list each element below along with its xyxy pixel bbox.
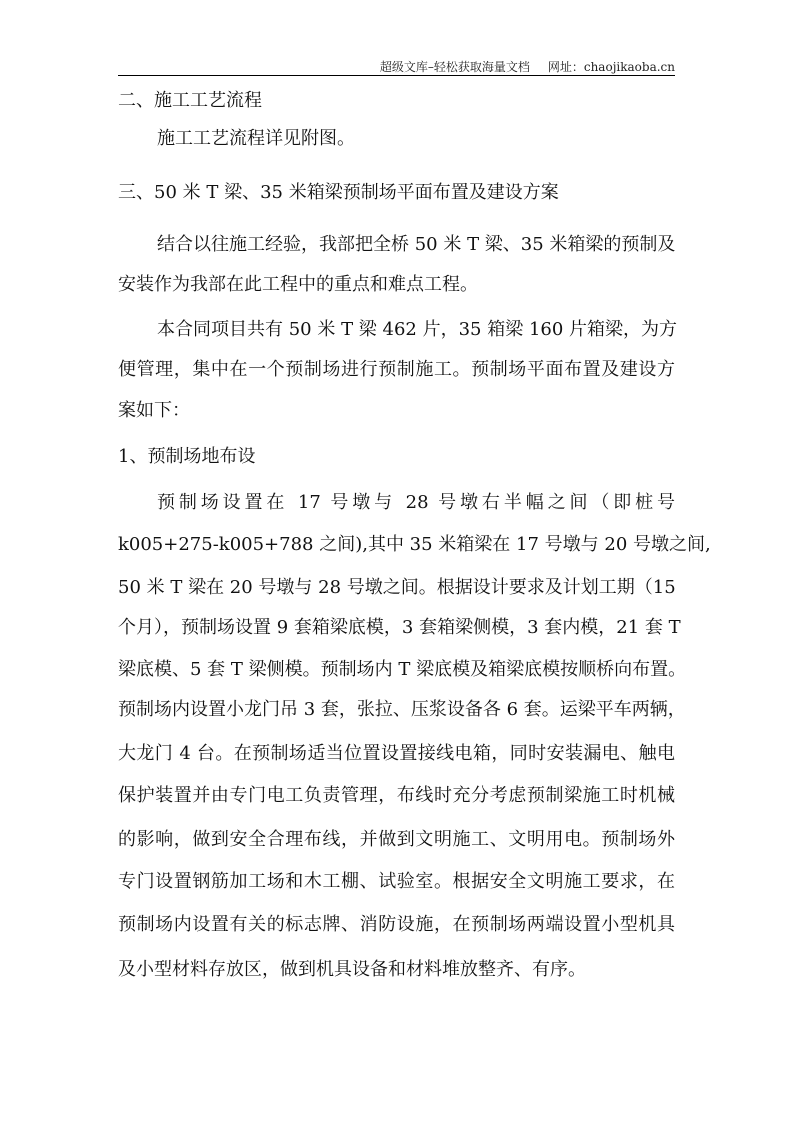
paragraph-line: 预制场设置在 17 号墩与 28 号墩右半幅之间（即桩号 (157, 492, 675, 513)
paragraph-line: 个月），预制场设置 9 套箱梁底模，3 套箱梁侧模，3 套内模，21 套 T (118, 617, 681, 638)
page-header (380, 58, 675, 75)
header-site-url: 网址：chaojikaoba.cn (547, 60, 675, 74)
paragraph-line: 的影响，做到安全合理布线，并做到文明施工、文明用电。预制场外 (118, 829, 675, 850)
paragraph-line: 大龙门 4 台。在预制场适当位置设置接线电箱，同时安装漏电、触电 (118, 743, 675, 764)
header-rule (118, 75, 675, 76)
section-heading: 三、50 米 T 梁、35 米箱梁预制场平面布置及建设方案 (118, 182, 559, 203)
paragraph-line: 便管理，集中在一个预制场进行预制施工。预制场平面布置及建设方 (118, 359, 675, 380)
paragraph-line: k005+275-k005+788 之间),其中 35 米箱梁在 17 号墩与 20 号墩之间, (118, 534, 711, 555)
paragraph-line: 结合以往施工经验，我部把全桥 50 米 T 梁、35 米箱梁的预制及 (157, 234, 676, 255)
paragraph-line: 预制场内设置小龙门吊 3 套，张拉、压浆设备各 6 套。运梁平车两辆， (118, 699, 686, 720)
paragraph-line: 50 米 T 梁在 20 号墩与 28 号墩之间。根据设计要求及计划工期（15 (118, 577, 676, 598)
paragraph-line: 案如下： (118, 400, 190, 421)
paragraph-line: 本合同项目共有 50 米 T 梁 462 片，35 箱梁 160 片箱梁，为方 (157, 319, 678, 340)
section-heading: 二、施工工艺流程 (118, 90, 262, 111)
paragraph-line: 专门设置钢筋加工场和木工棚、试验室。根据安全文明施工要求，在 (118, 871, 675, 892)
header-site-name: 超级文库–轻松获取海量文档 (379, 60, 530, 74)
paragraph-line: 及小型材料存放区，做到机具设备和材料堆放整齐、有序。 (118, 959, 586, 980)
paragraph-line: 保护装置并由专门电工负责管理，布线时充分考虑预制梁施工时机械 (118, 785, 675, 806)
paragraph-line: 预制场内设置有关的标志牌、消防设施，在预制场两端设置小型机具 (118, 914, 675, 935)
subsection-heading: 1、预制场地布设 (118, 446, 256, 467)
paragraph-line: 梁底模、5 套 T 梁侧模。预制场内 T 梁底模及箱梁底模按顺桥向布置。 (118, 659, 687, 680)
paragraph-line: 安装作为我部在此工程中的重点和难点工程。 (118, 274, 478, 295)
paragraph-line: 施工工艺流程详见附图。 (157, 128, 355, 149)
